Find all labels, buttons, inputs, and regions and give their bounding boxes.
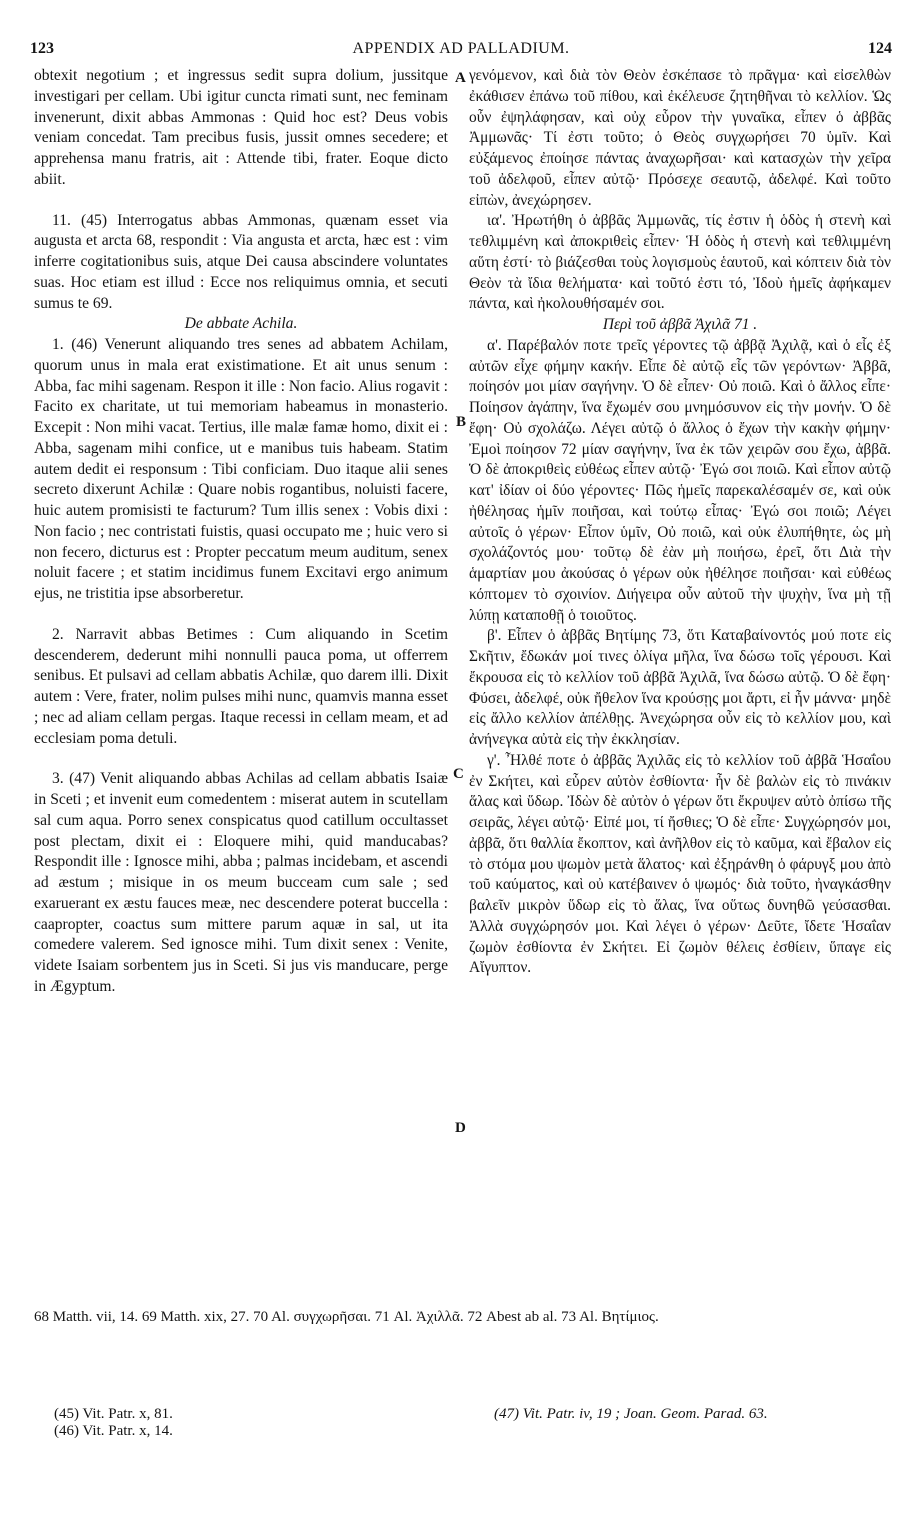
- source-reference-47: (47) Vit. Patr. iv, 19 ; Joan. Geom. Parad. 63.: [494, 1406, 768, 1422]
- page-header: [30, 40, 892, 64]
- latin-paragraph-2: 11. (45) Interrogatus abbas Ammonas, quænam esset via augusta et arcta 68, respondit : Via angusta et arcta, hæc est : vim inferre cogitationibus suis, atque Dei causa abscindere voluntates suas. Hoc etiam est illud : Ecce nos reliquimus omnia, et secuti sumus te 69.: [34, 211, 448, 312]
- greek-column: [469, 66, 891, 979]
- greek-paragraph-1: γενόμενον, καὶ διὰ τὸν Θεὸν ἐσκέπασε τὸ πρᾶγμα· καὶ εἰσελθὼν ἐκάθισεν ἐπάνω τοῦ πίθου, καὶ ἐκέλευσε ζητηθῆναι τὸ κελλίον. Ὡς οὖν ἐψηλάφησαν, καὶ οὐχ εὗρον τὴν γυναῖκα, εἶπεν ὁ ἀββᾶς Ἀμμωνᾶς· Τί ἐστι τοῦτο; ὁ Θεὸς συγχωρήσει 70 ὑμῖν. Καὶ εὐξάμενος ἐποίησε πάντας ἀναχωρῆσαι· καὶ κατασχὼν τὴν χεῖρα τοῦ ἀδελφοῦ, εἶπεν αὐτῷ· Πρόσεχε σεαυτῷ, ἀδελφέ. Καὶ τοῦτο εἰπὼν, ἀνεχώρησεν.: [469, 67, 891, 209]
- source-references-left: [54, 1406, 434, 1440]
- latin-column: [34, 66, 448, 998]
- footnotes: 68 Matth. vii, 14. 69 Matth. xix, 27. 70 Al. συγχωρῆσαι. 71 Al. Ἀχιλλᾶ. 72 Abest ab al. 73 Al. Βητίμιος.: [34, 1309, 659, 1325]
- latin-paragraph-1: obtexit negotium ; et ingressus sedit supra dolium, jussitque investigari per cellam. Ubi igitur cuncta rimati sunt, nec feminam invenerunt, dixit abbas Ammonas : Quid hoc est? Deus vobis veniam concedat. Tam precibus fusis, jussit omnes secedere; et apprehensa manu fratris, ait : Attende tibi, frater. Eoque dicto abiit.: [34, 67, 448, 188]
- running-title: APPENDIX AD PALLADIUM.: [352, 40, 570, 57]
- greek-paragraph-2: ια'. Ἠρωτήθη ὁ ἀββᾶς Ἀμμωνᾶς, τίς ἐστιν ἡ ὁδὸς ἡ στενὴ καὶ τεθλιμμένη καὶ ἀποκριθεὶς εἶπεν· Ἡ ὁδὸς ἡ στενὴ καὶ τεθλιμμένη αὕτη ἐστί· τὸ βιάζεσθαι τοὺς λογισμοὺς ἑαυτοῦ, καὶ κόπτειν διὰ τὸν Θεὸν τὰ ἴδια θελήματα· καὶ τοῦτό ἐστι τό, Ἰδοὺ ἡμεῖς ἀφήκαμεν πάντα, καὶ ἠκολουθήσαμέν σοι.: [469, 212, 891, 313]
- latin-section-title: De abbate Achila.: [184, 315, 298, 333]
- page-number-left: 123: [30, 40, 54, 57]
- greek-paragraph-3: α'. Παρέβαλόν ποτε τρεῖς γέροντες τῷ ἀββᾷ Ἀχιλᾷ, καὶ ὁ εἷς ἐξ αὐτῶν εἶχε φήμην κακήν. Εἶπε δὲ αὐτῷ εἷς τῶν γερόντων· Ἀββᾶ, ποίησόν μοι μίαν σαγήνην. Ὁ δὲ εἶπεν· Οὐ ποιῶ. Καὶ ὁ ἄλλος εἶπε· Ποίησον ἀγάπην, ἵνα ἔχωμέν σου μνημόσυνον εἰς τὴν μονήν. Ὁ δὲ ἔφη· Οὐ σχολάζω. Λέγει αὐτῷ ὁ ἄλλος ὁ ἔχων τὴν κακὴν φήμην· Ἐμοὶ ποίησον 72 μίαν σαγήνην, ἵνα ἐκ τῶν χειρῶν σου ἔχω, ἀββᾶ. Ὁ δὲ ἀποκριθεὶς εὐθέως εἶπεν αὐτῷ· Ἐγώ σοι ποιῶ. Καὶ εἶπον αὐτῷ κατ' ἰδίαν οἱ δύο γέροντες· Πῶς ἡμεῖς παρεκαλέσαμέν σε, καὶ οὐκ ἠθέλησας ἡμῖν ποιῆσαι, καὶ τούτῳ εἶπας· Ἐγώ σοι ποιῶ; Λέγει αὐτοῖς ὁ γέρων· Εἶπον ὑμῖν, Οὐ ποιῶ, καὶ οὐκ ἐλυπήθητε, ὡς μὴ σχολάζοντός μου· τοῦτῳ δὲ ἐὰν μὴ ποιήσω, ἐρεῖ, ὅτι Διὰ τὴν ἁμαρτίαν μου ἀκούσας ὁ γέρων οὐκ ἠθέλησε ποιῆσαι· καὶ εὐθέως κόπτομεν τὸ σχοινίον. Διήγειρα οὖν αὐτοῦ τὴν ψυχὴν, ἵνα μὴ τῇ λύπῃ καταποθῇ ὁ τοιοῦτος.: [469, 336, 891, 624]
- page-number-right: 124: [868, 40, 892, 57]
- greek-paragraph-4: β'. Εἶπεν ὁ ἀββᾶς Βητίμης 73, ὅτι Καταβαίνοντός μού ποτε εἰς Σκῆτιν, ἔδωκάν μοί τινες ὀλίγα μῆλα, ἵνα δώσω τοῖς γέρουσι. Καὶ ἔκρουσα εἰς τὸ κελλίον τοῦ ἀββᾶ Ἀχιλᾶ, ἵνα δώσω αὐτῷ. Ὁ δὲ ἔφη· Φύσει, ἀδελφέ, οὐκ ἤθελον ἵνα κρούσῃς μοι ἄρτι, εἰ ἦν μάννα· μηδὲ εἰς ἄλλο κελλίον ἀπέλθῃς. Ἀνεχώρησα οὖν εἰς τὸ κελλίον μου, καὶ ἀνήνεγκα αὐτὰ εἰς τὴν ἐκκλησίαν.: [469, 627, 891, 748]
- margin-letter-d: D: [455, 1120, 466, 1136]
- reference-46: (46) Vit. Patr. x, 14.: [54, 1423, 173, 1439]
- latin-paragraph-3: 1. (46) Venerunt aliquando tres senes ad abbatem Achilam, quorum unus in mala erat existimatione. Et ait unus senum : Abba, fac mihi sagenam. Respon it ille : Non facio. Alius rogavit : Facito ex charitate, ut tui memoriam habeamus in monasterio. Excepit : Non mihi vacat. Tertius, ille malæ famæ homo, dixit ei : Abba, sagenam mihi confice, ut e manibus tuis habeam. Statim autem dedit ei responsum : Tibi conficiam. Duo itaque alii senes secreto dixerunt Achilæ : Quare nobis rogantibus, noluisti facere, huic autem promisisti te facturum? Tum illis senex : Vobis dixi : Non facio ; nec contristati fuistis, quasi occupato me ; huic vero si non fecero, dicturus est : Propter peccatum meum auditum, senex noluit facere ; et statim incidimus funem Excitavi ergo animum ejus, ne tristitia ipse absorberetur.: [34, 336, 448, 602]
- latin-paragraph-4: 2. Narravit abbas Betimes : Cum aliquando in Scetim descenderem, dederunt mihi nonnulli pauca poma, ut offerrem senibus. Et pulsavi ad cellam abbatis Achilæ, quo darem illi. Dixit autem : Vere, frater, nolim pulses mihi nunc, quamvis manna esset ; nec ad aliam cellam pergas. Itaque recessi in cellam meam, et ad ecclesiam poma detuli.: [34, 625, 448, 747]
- greek-paragraph-5: γ'. Ἦλθέ ποτε ὁ ἀββᾶς Ἀχιλᾶς εἰς τὸ κελλίον τοῦ ἀββᾶ Ἡσαΐου ἐν Σκήτει, καὶ εὗρεν αὐτὸν ἐσθίοντα· ἦν δὲ βαλὼν εἰς τὸ πινάκιν ἅλας καὶ ὕδωρ. Ἰδὼν δὲ αὐτὸν ὁ γέρων ὅτι ἔκρυψεν αὐτὸ ὀπίσω τῆς σειρᾶς, λέγει αὐτῷ· Εἰπέ μοι, τί ἤσθιες; Ὁ δὲ εἶπε· Συγχώρησόν μοι, ἀββᾶ, ὅτι θαλλία ἔκοπτον, καὶ ἀνῆλθον εἰς τὸ καῦμα, καὶ ἔβαλον εἰς τὸ στόμα μου ψωμὸν μετὰ ἅλατος· καὶ ἐξηράνθη ὁ φάρυγξ μου ἀπὸ τοῦ καύματος, καὶ οὐ κατέβαινεν ὁ ψωμός· διὰ τοῦτο, ἠναγκάσθην βαλεῖν μικρὸν ὕδωρ εἰς τὸ ἅλας, ἵνα οὕτως δυνηθῶ γεύσασθαι. Ἀλλὰ συγχώρησόν μοι. Καὶ λέγει ὁ γέρων· Δεῦτε, ἴδετε Ἡσαΐαν ζωμὸν ἐσθίοντα ἐν Σκήτει. Εἰ ζωμὸν θέλεις ἐσθίειν, ὕπαγε εἰς Αἴγυπτον.: [469, 751, 891, 977]
- latin-paragraph-5: 3. (47) Venit aliquando abbas Achilas ad cellam abbatis Isaiæ in Sceti ; et invenit eum comedentem : miserat autem in scutellam sal cum aqua. Porro senex conspicatus quod catillum occultasset post plectam, dixit ei : Eloquere mihi, quid manducabas? Respondit ille : Ignosce mihi, abba ; palmas incidebam, et ascendi ad æstum ; misique in os meum bucceam cum sale ; sed exaruerant ex æstu fauces meæ, nec descendere poterat buccella : caapropter, coactus sum mittere parum aquæ in sal, ut ita comedere valerem. Sed ignosce mihi. Tum dixit senex : Venite, videte Isaiam sorbentem jus in Sceti. Si jus vis manducare, perge in Ægyptum.: [34, 770, 448, 995]
- margin-letter-a: A: [455, 70, 466, 86]
- margin-letter-c: C: [453, 766, 464, 782]
- greek-section-title: Περὶ τοῦ ἀββᾶ Ἀχιλᾶ 71 .: [602, 316, 758, 333]
- reference-45: (45) Vit. Patr. x, 81.: [54, 1406, 173, 1422]
- margin-letter-b: B: [456, 414, 467, 430]
